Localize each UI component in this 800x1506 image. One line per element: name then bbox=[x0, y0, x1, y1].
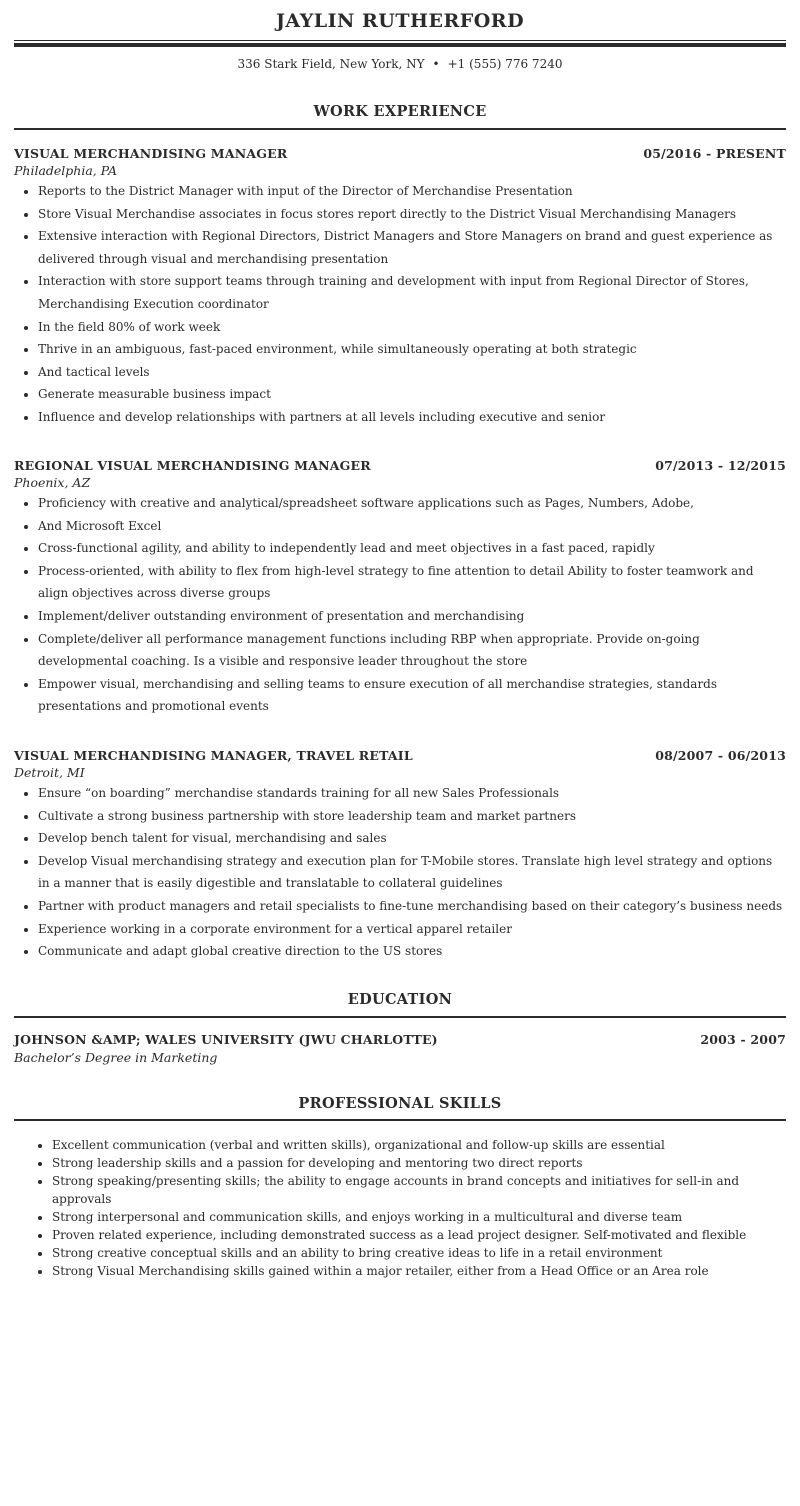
list-item: • Strong interpersonal and communication skills, and enjoys working in a multicultural and diverse team bbox=[52, 1208, 768, 1226]
phone: +1 (555) 776 7240 bbox=[447, 57, 563, 71]
list-item: • Experience working in a corporate environment for a vertical apparel retailer bbox=[38, 918, 786, 941]
list-item: • Cross-functional agility, and ability to independently lead and meet objectives in a fast paced, rapidly bbox=[38, 537, 786, 560]
list-item: • Communicate and adapt global creative direction to the US stores bbox=[38, 940, 786, 963]
list-item: • Thrive in an ambiguous, fast-paced environment, while simultaneously operating at both strategic bbox=[38, 338, 786, 361]
list-item: • Extensive interaction with Regional Directors, District Managers and Store Managers on brand and guest experience as delivered through visual and merchandising presentation bbox=[38, 225, 786, 270]
section-title-work: WORK EXPERIENCE bbox=[313, 103, 487, 120]
header-rule-thick bbox=[14, 43, 786, 47]
list-item: • Empower visual, merchandising and selling teams to ensure execution of all merchandise strategies, standards presentations and promotional events bbox=[38, 673, 786, 718]
job-dates: 05/2016 - PRESENT bbox=[643, 146, 786, 161]
list-item: • Influence and develop relationships with partners at all levels including executive and senior bbox=[38, 406, 786, 429]
contact-separator: • bbox=[432, 57, 440, 71]
address: 336 Stark Field, New York, NY bbox=[237, 57, 425, 71]
job-title: VISUAL MERCHANDISING MANAGER, TRAVEL RETAIL bbox=[14, 748, 413, 763]
list-item: • Partner with product managers and retail specialists to fine-tune merchandising based on their category’s business needs bbox=[38, 895, 786, 918]
candidate-name: JAYLIN RUTHERFORD bbox=[275, 10, 525, 32]
job-dates: 08/2007 - 06/2013 bbox=[655, 748, 786, 763]
job-title: VISUAL MERCHANDISING MANAGER bbox=[14, 146, 288, 161]
list-item: • Process-oriented, with ability to flex from high-level strategy to fine attention to detail Ability to foster teamwork and align objectives across diverse groups bbox=[38, 560, 786, 605]
list-item: • Generate measurable business impact bbox=[38, 383, 786, 406]
list-item: • Proven related experience, including demonstrated success as a lead project designer. Self-motivated and flexible bbox=[52, 1226, 768, 1244]
list-item: • Ensure “on boarding” merchandise standards training for all new Sales Professionals bbox=[38, 782, 786, 805]
header-rule-thin bbox=[14, 40, 786, 41]
list-item: • In the field 80% of work week bbox=[38, 316, 786, 339]
list-item: • Reports to the District Manager with input of the Director of Merchandise Presentation bbox=[38, 180, 786, 203]
job-dates: 07/2013 - 12/2015 bbox=[655, 458, 786, 473]
job-location: Detroit, MI bbox=[14, 765, 85, 780]
job-title: REGIONAL VISUAL MERCHANDISING MANAGER bbox=[14, 458, 371, 473]
list-item: • Complete/deliver all performance management functions including RBP when appropriate. Provide on-going developmental coaching. Is a visible and responsive leader throughout the store bbox=[38, 628, 786, 673]
list-item: • Cultivate a strong business partnership with store leadership team and market partners bbox=[38, 805, 786, 828]
list-item: • Excellent communication (verbal and written skills), organizational and follow-up skills are essential bbox=[52, 1136, 768, 1154]
job-bullets bbox=[14, 180, 786, 429]
contact-line bbox=[0, 57, 800, 71]
job-location: Philadelphia, PA bbox=[14, 163, 118, 178]
list-item: • And tactical levels bbox=[38, 361, 786, 384]
list-item: • Develop Visual merchandising strategy and execution plan for T-Mobile stores. Translate high level strategy and options in a manner that is easily digestible and translatable to collateral guidelines bbox=[38, 850, 786, 895]
section-rule-education bbox=[14, 1016, 786, 1018]
list-item: • Proficiency with creative and analytical/spreadsheet software applications such as Pages, Numbers, Adobe, bbox=[38, 492, 786, 515]
list-item: • Interaction with store support teams through training and development with input from Regional Director of Stores, Merchandising Execution coordinator bbox=[38, 270, 786, 315]
section-title-skills: PROFESSIONAL SKILLS bbox=[298, 1095, 502, 1112]
list-item: • Strong creative conceptual skills and an ability to bring creative ideas to life in a retail environment bbox=[52, 1244, 768, 1262]
list-item: • Strong Visual Merchandising skills gained within a major retailer, either from a Head Office or an Area role bbox=[52, 1262, 768, 1280]
section-rule-skills bbox=[14, 1119, 786, 1121]
list-item: • Develop bench talent for visual, merchandising and sales bbox=[38, 827, 786, 850]
skills-list bbox=[28, 1136, 768, 1280]
list-item: • Strong leadership skills and a passion for developing and mentoring two direct reports bbox=[52, 1154, 768, 1172]
list-item: • Strong speaking/presenting skills; the ability to engage accounts in brand concepts and initiatives for sell-in and approvals bbox=[52, 1172, 768, 1208]
list-item: • Store Visual Merchandise associates in focus stores report directly to the District Visual Merchandising Managers bbox=[38, 203, 786, 226]
job-location: Phoenix, AZ bbox=[14, 475, 91, 490]
section-title-education: EDUCATION bbox=[347, 991, 453, 1008]
education-dates: 2003 - 2007 bbox=[700, 1032, 786, 1047]
school-name: JOHNSON &AMP; WALES UNIVERSITY (JWU CHARLOTTE) bbox=[14, 1032, 438, 1047]
job-bullets bbox=[14, 782, 786, 963]
degree: Bachelor’s Degree in Marketing bbox=[14, 1050, 218, 1065]
list-item: • And Microsoft Excel bbox=[38, 515, 786, 538]
section-rule-work bbox=[14, 128, 786, 130]
job-bullets bbox=[14, 492, 786, 718]
list-item: • Implement/deliver outstanding environment of presentation and merchandising bbox=[38, 605, 786, 628]
